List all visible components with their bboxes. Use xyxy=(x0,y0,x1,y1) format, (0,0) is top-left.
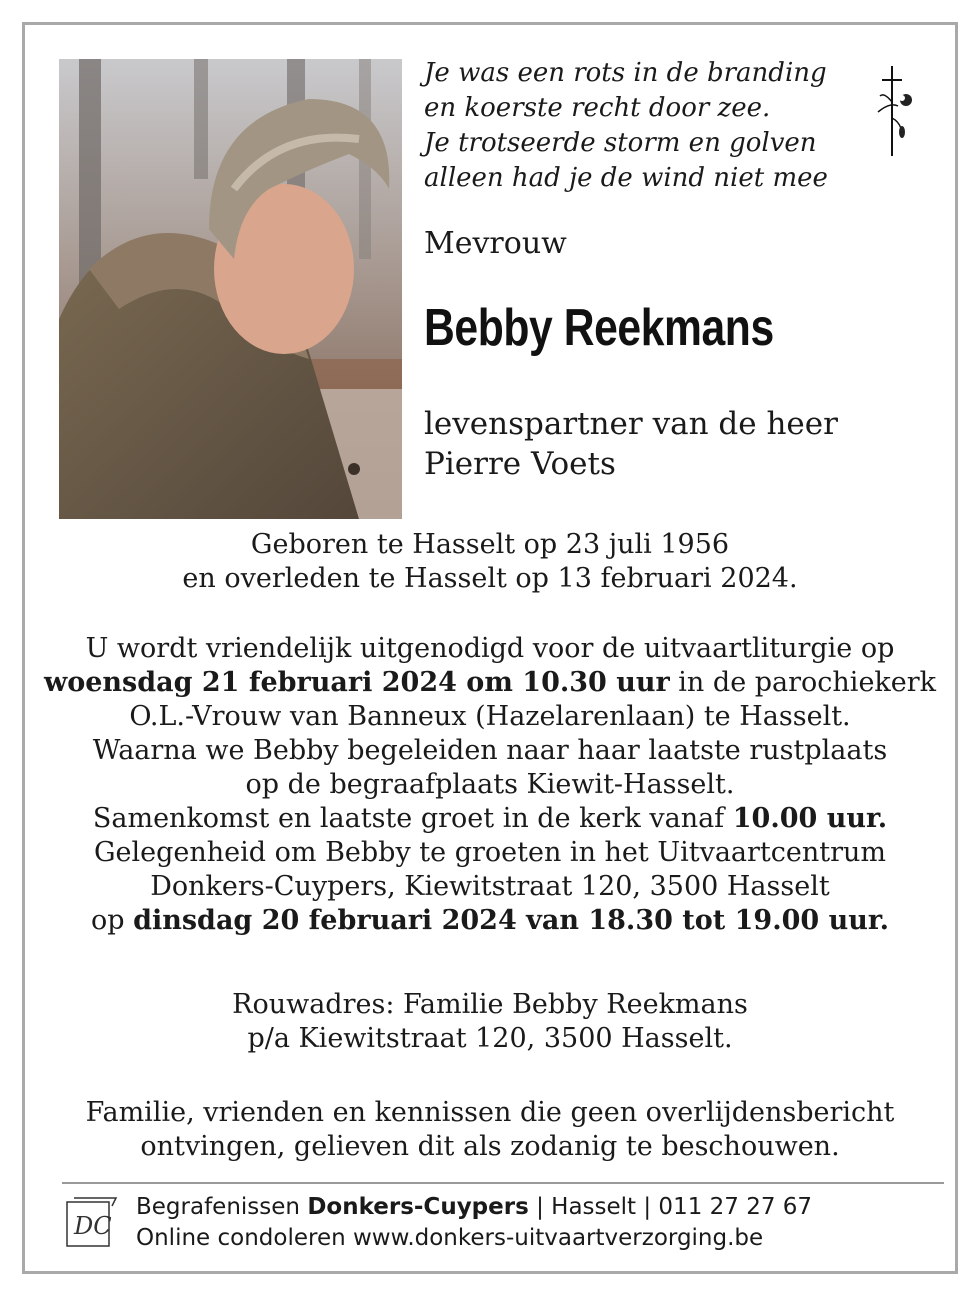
partner-name: Pierre Voets xyxy=(424,446,616,482)
footer-text: Begrafenissen xyxy=(136,1194,308,1220)
poem-line: Je was een rots in de branding xyxy=(424,58,827,88)
mourning-address xyxy=(40,988,940,1056)
condolence-link[interactable]: Online condoleren www.donkers-uitvaartverzorging.be xyxy=(136,1225,764,1251)
address-line: p/a Kiewitstraat 120, 3500 Hasselt. xyxy=(247,1023,733,1054)
partner-info xyxy=(424,404,838,484)
invitation-text: in de parochiekerk xyxy=(669,667,937,698)
footer-divider xyxy=(62,1182,944,1184)
invitation-line xyxy=(40,802,940,836)
birth-line: Geboren te Hasselt op 23 juli 1956 xyxy=(250,529,730,560)
funeral-datetime: woensdag 21 februari 2024 om 10.30 uur xyxy=(43,667,670,698)
invitation-text: Samenkomst en laatste groet in de kerk vanaf xyxy=(92,803,733,834)
funeral-invitation xyxy=(40,632,940,938)
invitation-line: op de begraafplaats Kiewit-Hasselt. xyxy=(245,769,735,800)
notice-line: ontvingen, gelieven dit als zodanig te beschouwen. xyxy=(140,1131,840,1162)
partner-line: levenspartner van de heer xyxy=(424,406,838,442)
company-line xyxy=(136,1192,812,1223)
invitation-line xyxy=(40,666,940,700)
logo-letters: DC xyxy=(74,1212,112,1240)
life-dates xyxy=(40,528,940,596)
funeral-home-footer xyxy=(136,1192,812,1254)
invitation-line xyxy=(40,904,940,938)
honorific: Mevrouw xyxy=(424,226,567,261)
poem-line: en koerste recht door zee. xyxy=(424,93,771,123)
deceased-name: Bebby Reekmans xyxy=(424,299,774,357)
portrait-photo xyxy=(59,59,402,519)
address-line: Rouwadres: Familie Bebby Reekmans xyxy=(232,989,748,1020)
company-contact: | Hasselt | 011 27 27 67 xyxy=(528,1194,813,1220)
invitation-line: U wordt vriendelijk uitgenodigd voor de uitvaartliturgie op xyxy=(85,633,895,664)
closing-notice xyxy=(40,1096,940,1164)
gathering-time: 10.00 uur. xyxy=(732,803,888,834)
poem xyxy=(424,56,844,196)
dc-logo-icon xyxy=(66,1196,118,1248)
death-line: en overleden te Hasselt op 13 februari 2024. xyxy=(182,563,798,594)
notice-line: Familie, vrienden en kennissen die geen overlijdensbericht xyxy=(85,1097,895,1128)
poem-line: Je trotseerde storm en golven xyxy=(424,128,817,158)
viewing-datetime: dinsdag 20 februari 2024 van 18.30 tot 19.00 uur. xyxy=(133,905,890,936)
poem-line: alleen had je de wind niet mee xyxy=(424,163,828,193)
invitation-line: Gelegenheid om Bebby te groeten in het Uitvaartcentrum xyxy=(93,837,887,868)
company-name: Donkers-Cuypers xyxy=(307,1194,529,1220)
invitation-line: Waarna we Bebby begeleiden naar haar laatste rustplaats xyxy=(92,735,888,766)
invitation-text: op xyxy=(90,905,134,936)
invitation-line: O.L.-Vrouw van Banneux (Hazelarenlaan) te Hasselt. xyxy=(129,701,851,732)
invitation-line: Donkers-Cuypers, Kiewitstraat 120, 3500 Hasselt xyxy=(150,871,830,902)
cross-flower-icon xyxy=(872,62,920,158)
